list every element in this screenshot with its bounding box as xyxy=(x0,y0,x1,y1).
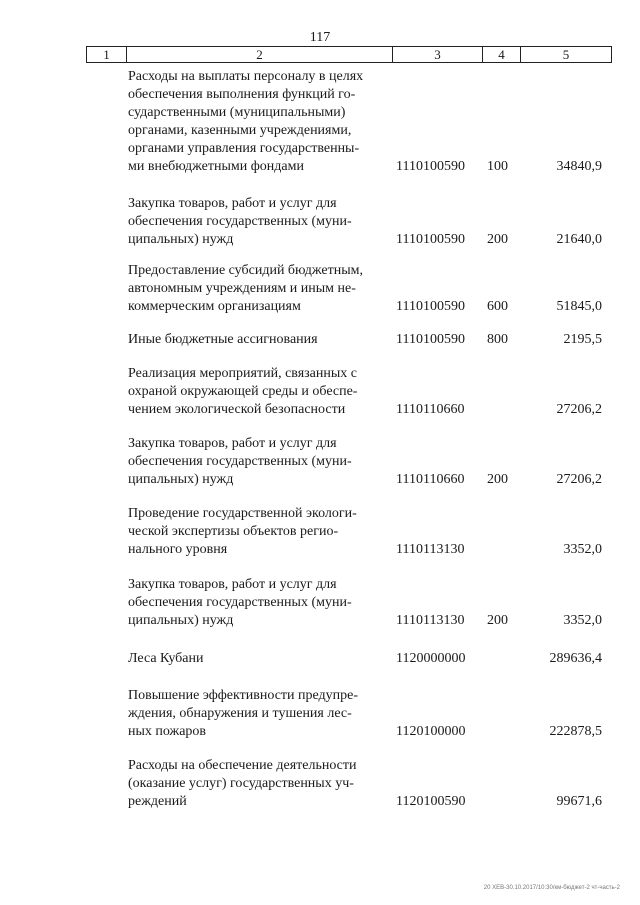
header-cell-5: 5 xyxy=(562,47,570,62)
row-description xyxy=(128,757,384,811)
row-description-line: Закупка товаров, работ и услуг для xyxy=(128,436,337,451)
row-description xyxy=(128,365,384,419)
row-amount: 51845,0 xyxy=(556,299,602,314)
row-description-line: ципальных) нужд xyxy=(128,232,234,247)
row-description-line: ждения, обнаружения и тушения лес- xyxy=(128,706,352,721)
row-description-line: Повышение эффективности предупре- xyxy=(128,688,359,703)
row-amount: 3352,0 xyxy=(563,613,602,628)
row-expense-type: 200 xyxy=(487,472,508,487)
header-cell-4: 4 xyxy=(483,47,521,62)
row-description-line: Предоставление субсидий бюджетным, xyxy=(128,263,364,278)
row-target-code: 1110110660 xyxy=(396,472,465,487)
row-description xyxy=(128,505,384,559)
row-description-line: ми внебюджетными фондами xyxy=(128,159,304,174)
row-description-line: ципальных) нужд xyxy=(128,472,234,487)
row-description-line: охраной окружающей среды и обеспе- xyxy=(128,384,358,399)
row-target-code: 1120100590 xyxy=(396,794,466,809)
row-expense-type: 100 xyxy=(487,159,508,174)
row-description xyxy=(128,650,384,668)
header-cell-3: 3 xyxy=(393,47,483,62)
row-description-line: чением экологической безопасности xyxy=(128,402,346,417)
row-amount: 21640,0 xyxy=(556,232,602,247)
row-target-code: 1110100590 xyxy=(396,232,465,247)
row-description-line: Леса Кубани xyxy=(128,651,204,666)
row-description xyxy=(128,68,384,176)
row-description xyxy=(128,435,384,489)
page-number: 117 xyxy=(309,30,331,45)
row-description-line: Проведение государственной экологи- xyxy=(128,506,357,521)
row-expense-type: 800 xyxy=(487,332,508,347)
row-description xyxy=(128,195,384,249)
row-description-line: Расходы на выплаты персоналу в целях xyxy=(128,69,364,84)
row-amount: 99671,6 xyxy=(556,794,602,809)
row-expense-type: 200 xyxy=(487,232,508,247)
row-description-line: органами управления государственны- xyxy=(128,141,360,156)
row-description-line: (оказание услуг) государственных уч- xyxy=(128,776,354,791)
row-description-line: Расходы на обеспечение деятельности xyxy=(128,758,357,773)
row-expense-type: 200 xyxy=(487,613,508,628)
footer-note: 20 ХЕВ-30.10.2017/10:30/км-бюджет-2 чт-часть-2 xyxy=(483,885,620,891)
row-description xyxy=(128,576,384,630)
row-description-line: ческой экспертизы объектов регио- xyxy=(128,524,339,539)
header-cell-1: 1 xyxy=(87,47,127,62)
row-description xyxy=(128,687,384,741)
row-description-line: органами, казенными учреждениями, xyxy=(128,123,352,138)
row-description-line: обеспечения государственных (муни- xyxy=(128,595,352,610)
row-amount: 27206,2 xyxy=(556,402,602,417)
row-description-line: реждений xyxy=(128,794,187,809)
row-description-line: нального уровня xyxy=(128,542,228,557)
row-description-line: автономным учреждениям и иным не- xyxy=(128,281,356,296)
row-expense-type: 600 xyxy=(487,299,508,314)
row-amount: 289636,4 xyxy=(549,651,602,666)
row-description-line: ных пожаров xyxy=(128,724,207,739)
row-description-line: коммерческим организациям xyxy=(128,299,301,314)
row-description xyxy=(128,331,384,349)
row-description xyxy=(128,262,384,316)
row-description-line: Закупка товаров, работ и услуг для xyxy=(128,577,337,592)
row-target-code: 1120100000 xyxy=(396,724,466,739)
row-description-line: обеспечения государственных (муни- xyxy=(128,454,352,469)
row-description-line: ципальных) нужд xyxy=(128,613,234,628)
row-amount: 2195,5 xyxy=(563,332,602,347)
header-cell-2: 2 xyxy=(127,47,393,62)
row-target-code: 1110110660 xyxy=(396,402,465,417)
row-description-line: обеспечения государственных (муни- xyxy=(128,214,352,229)
row-target-code: 1110100590 xyxy=(396,299,465,314)
row-description-line: обеспечения выполнения функций го- xyxy=(128,87,356,102)
row-description-line: Реализация мероприятий, связанных с xyxy=(128,366,357,381)
row-description-line: Иные бюджетные ассигнования xyxy=(128,332,318,347)
row-amount: 27206,2 xyxy=(556,472,602,487)
row-target-code: 1110100590 xyxy=(396,159,465,174)
row-description-line: сударственными (муниципальными) xyxy=(128,105,346,120)
row-description-line: Закупка товаров, работ и услуг для xyxy=(128,196,337,211)
row-amount: 34840,9 xyxy=(556,159,602,174)
row-amount: 222878,5 xyxy=(549,724,602,739)
row-target-code: 1110113130 xyxy=(396,613,465,628)
row-target-code: 1110100590 xyxy=(396,332,465,347)
table-header-row xyxy=(86,46,612,63)
row-target-code: 1110113130 xyxy=(396,542,465,557)
row-amount: 3352,0 xyxy=(563,542,602,557)
row-target-code: 1120000000 xyxy=(396,651,466,666)
